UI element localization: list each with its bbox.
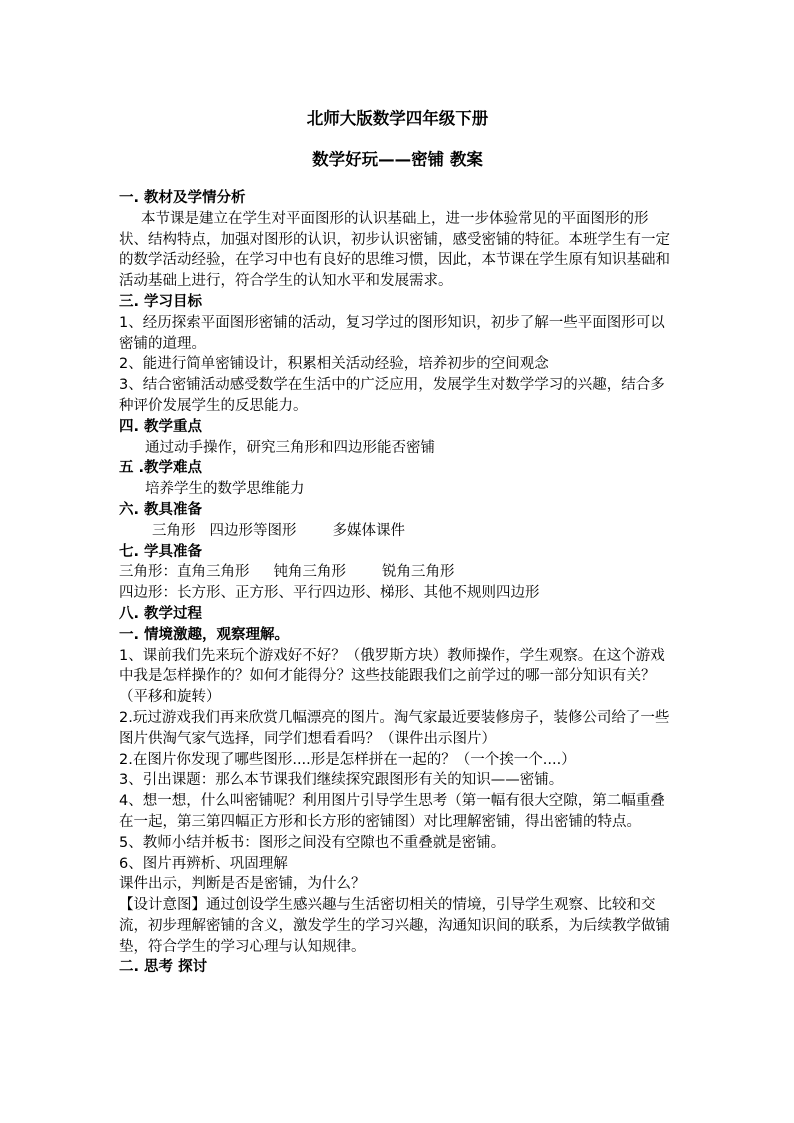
quadrilateral-tools-line: 四边形：长方形、正方形、平行四边形、梯形、其他不规则四边形 (119, 585, 540, 602)
section-8-heading: 八. 教学过程 (119, 605, 203, 622)
step-2b: 2.在图片你发现了哪些图形....形是怎样拼在一起的？（一个挨一个....） (119, 751, 576, 768)
goal-1: 1、经历探索平面图形密铺的活动，复习学过的图形知识，初步了解一些平面图形可以密铺的道理。 (119, 314, 665, 352)
section-4-body: 通过动手操作，研究三角形和四边形能否密铺 (145, 439, 435, 456)
step-4: 4、想一想，什么叫密铺呢？利用图片引导学生思考（第一幅有很大空隙，第二幅重叠在一起，第三第四幅正方形和长方形的密铺图）对比理解密铺，得出密铺的特点。 (119, 793, 665, 830)
design-intent: 【设计意图】通过创设学生感兴趣与生活密切相关的情境，引导学生观察、比较和交流，初步理解密铺的含义，激发学生的学习兴趣，沟通知识间的联系，为后续教学做铺垫，符合学生的学习心理与认知规律。 (119, 897, 670, 955)
document-title: 北师大版数学四年级下册 (306, 109, 489, 128)
section-5-body: 培养学生的数学思维能力 (145, 481, 305, 498)
triangle-acute: 锐角三角形 (382, 564, 455, 581)
section-3-heading: 三. 学习目标 (119, 293, 203, 310)
triangle-tools-line (119, 562, 676, 583)
triangle-obtuse: 钝角三角形 (273, 564, 346, 581)
tool-multimedia: 多媒体课件 (332, 522, 405, 539)
section-1-body: 本节课是建立在学生对平面图形的认识基础上，进一步体验常见的平面图形的形状、结构特点，加强对图形的认识，初步认识密铺，感受密铺的特征。本班学生有一定的数学活动经验，在学习中也有良好的思维习惯，因此，本节课在学生原有知识基础和活动基础上进行，符合学生的认知水平和发展需求。 (119, 210, 670, 290)
lesson-title: 数学好玩——密铺 教案 (312, 150, 483, 169)
section-6-heading: 六. 教具准备 (119, 501, 203, 518)
section-1-heading: 一. 教材及学情分析 (119, 190, 246, 206)
tool-quadrilateral: 四边形等图形 (209, 522, 297, 539)
section-4-heading: 四. 教学重点 (119, 418, 203, 435)
section-7-heading: 七. 学具准备 (119, 543, 203, 560)
step-2: 2.玩过游戏我们再来欣赏几幅漂亮的图片。淘气家最近要装修房子，装修公司给了一些图片供淘气家气选择，同学们想看看吗？（课件出示图片） (119, 709, 670, 747)
step-3: 3、引出课题：那么本节课我们继续探究跟图形有关的知识——密铺。 (119, 772, 564, 789)
teaching-tools-line (119, 521, 676, 542)
goal-2: 2、能进行简单密铺设计，积累相关活动经验，培养初步的空间观念 (119, 356, 549, 373)
step-5: 5、教师小结并板书：图形之间没有空隙也不重叠就是密铺。 (119, 834, 506, 851)
step-1: 1、课前我们先来玩个游戏好不好？（俄罗斯方块）教师操作，学生观察。在这个游戏中我是怎样操作的？如何才能得分？这些技能跟我们之前学过的哪一部分知识有关？（平移和旋转） (119, 647, 665, 706)
section-5-heading: 五 .教学难点 (119, 460, 203, 477)
document-content (119, 108, 676, 978)
part-2-heading: 二. 思考 探讨 (119, 959, 208, 976)
step-6b: 课件出示，判断是否是密铺，为什么？ (119, 876, 366, 893)
goal-3: 3、结合密铺活动感受数学在生活中的广泛应用，发展学生对数学学习的兴趣，结合多种评价发展学生的反思能力。 (119, 377, 665, 414)
step-6: 6、图片再辨析、巩固理解 (119, 855, 288, 872)
tool-triangle: 三角形 (152, 522, 196, 539)
triangle-right: 三角形：直角三角形 (119, 564, 250, 581)
part-1-heading: 一. 情境激趣，观察理解。 (119, 626, 290, 643)
